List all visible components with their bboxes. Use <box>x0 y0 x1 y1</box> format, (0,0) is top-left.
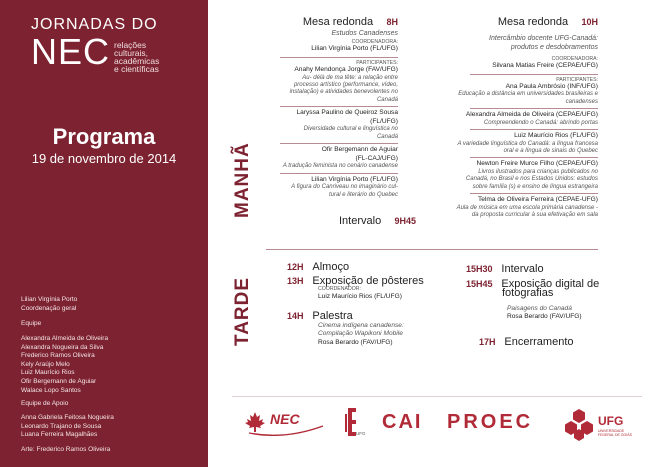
divider <box>470 193 598 194</box>
participant-name: Ana Paula Ambrósio (INF/UFG) <box>505 82 598 90</box>
jornadas-label: JORNADAS DO <box>31 16 158 33</box>
encerramento-label: Encerramento <box>504 336 574 348</box>
mesa-redonda-1 <box>250 12 398 199</box>
participant-topic: canadenses <box>565 98 598 105</box>
ufg-caption: FEDERAL DE GOIÁS <box>598 433 632 438</box>
mesa-2-subtitle: Intercâmbio docente UFG-Canadá: <box>489 35 598 42</box>
participant-name: (FL-CAJ/UFG) <box>355 154 398 162</box>
section-divider <box>266 249 598 250</box>
participant-topic: A figura do Canriveau no imaginário cul- <box>291 184 398 191</box>
participant-topic: Diversidade cultural e linguística no <box>303 126 398 133</box>
participant-topic: Au- délà de ma tête: a relação entre <box>302 74 398 81</box>
participant-topic: Canadá, no Brasil e nos Estados Unidos: estudos <box>465 176 598 183</box>
participant-topic: Canadá <box>376 96 398 103</box>
expo-digital-speaker: Rosa Berardo (FAV/UFG) <box>507 313 582 320</box>
expo-digital-label-2: fotografias <box>502 287 554 299</box>
coord-name: Lilian Virgínia Porto (FL/UFG) <box>311 45 398 53</box>
intervalo-2-label: Intervalo <box>501 263 544 275</box>
participant-name: Newton Freire Murce Filho (CEPAE/UFG) <box>476 160 598 168</box>
equipe-member: Alexandra Almeida de Oliveira <box>21 335 109 342</box>
coord-name: Luiz Maurício Rios (FL/UFG) <box>318 293 402 300</box>
mesa-1-title: Mesa redonda <box>302 16 374 28</box>
palestra-time: 14H <box>287 311 304 321</box>
expo-digital-label: Exposição digital de <box>501 278 600 290</box>
intervalo-1 <box>339 211 416 229</box>
expo-digital-sub: Paisagens do Canadá <box>507 305 572 312</box>
equipe-label: Equipe <box>21 320 42 327</box>
participant-topic: processo artístico (performance, vídeo, <box>293 82 398 88</box>
participant-topic: da proposta curricular à sua efetivação em sala <box>471 212 598 219</box>
palestra-label: Palestra <box>312 310 353 322</box>
ufg-small-text: UFG <box>356 431 366 436</box>
mesa-1-time: 8H <box>386 17 398 27</box>
participant-topic: Compreendendo o Canadá: abrindo portas <box>483 119 598 126</box>
intervalo-1-label: Intervalo <box>339 215 382 227</box>
mesa-redonda-2 <box>440 12 598 220</box>
ufg-logo-text: UFG <box>598 414 624 428</box>
programa-title: Programa <box>52 124 156 149</box>
nec-logo <box>245 408 327 436</box>
participant-topic: Livros ilustrados para crianças publicados no <box>478 169 598 175</box>
proec-logo: PROEC <box>447 411 534 433</box>
participant-name: Alexandra Almeida de Oliveira (CEPAE/UFG) <box>465 111 598 118</box>
mesa-2-subtitle: produtos e desdobramentos <box>510 44 598 51</box>
equipe-member: Frederico Ramos Oliveira <box>21 352 95 360</box>
participant-name: Anahy Mendonça Jorge (FAV/UFG) <box>294 66 398 73</box>
participants-label: PARTICIPANTES: <box>556 76 598 83</box>
equipe-member: Walace Lopo Santos <box>21 386 81 394</box>
coord-label: COORDENADORA: <box>351 39 398 46</box>
coord-label: COORDENADORA: <box>551 56 598 62</box>
palestra-topic: Cinema indígena canadense: <box>318 322 404 329</box>
nec-logo-text: NEC <box>270 411 300 427</box>
participant-topic: A tradução feminista no cenário canadense <box>282 163 398 170</box>
participant-name: Ofir Bergemann de Aguiar <box>321 146 398 154</box>
participant-topic: Educação a distância em universidades brasileiras e <box>458 91 598 98</box>
divider <box>280 173 398 174</box>
participant-name: Luiz Maurício Rios (FL/UFG) <box>514 132 598 139</box>
arte-credit: Arte: Frederico Ramos Oliveira <box>21 446 111 453</box>
palestra-topic: Compilação Wapikoni Mobile <box>318 330 403 337</box>
equipe-member: Ofir Bergemann de Aguiar <box>21 378 97 385</box>
participant-topic: A variedade linguística do Canadá: a língua francesa <box>457 140 598 147</box>
credit-line: Lilian Virgínia Porto <box>21 296 78 303</box>
participant-topic: sobre família (s) e ensino de língua estrangeira <box>472 183 598 190</box>
almoco-label: Almoço <box>312 261 350 273</box>
divider <box>470 129 598 130</box>
encerramento-time: 17H <box>479 337 496 347</box>
ufg-caption: UNIVERSIDADE <box>598 429 625 433</box>
divider <box>280 106 398 107</box>
participant-topic: instalação) e atividades benevolentes no <box>289 89 398 96</box>
logo-divider <box>232 396 642 397</box>
apoio-member: Anna Gabriela Feitosa Nogueira <box>21 414 114 421</box>
mesa-1-subtitle: Estudos Canadenses <box>331 30 398 37</box>
participant-name: Lilian Virgínia Porto (FL/UFG) <box>311 175 398 183</box>
apoio-label: Equipe de Apoio <box>21 400 69 407</box>
cai-logo: CAI <box>382 411 423 433</box>
apoio-member: Luana Ferreira Magalhães <box>21 431 98 439</box>
participant-topic: oral e a língua de sinais do Quebec <box>503 148 598 154</box>
apoio-member: Leonardo Trajano de Sousa <box>21 422 102 430</box>
equipe-member: Kely Araújo Melo <box>21 360 70 368</box>
credit-line: Coordenação geral <box>21 305 77 312</box>
participant-name: (FL/UFG) <box>370 117 398 125</box>
almoco-time: 12H <box>287 262 304 272</box>
equipe-member: Alexandra Nogueira da Silva <box>21 343 104 351</box>
left-panel <box>0 0 208 467</box>
divider <box>470 157 598 158</box>
ufg-logo <box>562 408 644 442</box>
participant-name: Laryssa Paulino de Queiroz Sousa <box>296 109 398 117</box>
divider <box>470 108 598 109</box>
expo-label: Exposição de pôsteres <box>312 275 424 287</box>
participant-topic: tural e literário do Quebec <box>328 191 398 198</box>
mesa-2-title: Mesa redonda <box>497 16 569 28</box>
participant-topic: Canadá <box>376 133 398 140</box>
intervalo-1-time: 9H45 <box>394 216 417 226</box>
divider <box>280 57 398 58</box>
equipe-member: Luiz Maurício Rios <box>21 369 75 377</box>
manha-label: MANHÃ <box>232 142 253 218</box>
programa-date: 19 de novembro de 2014 <box>31 151 177 166</box>
divider <box>470 74 598 75</box>
participant-name: Telma de Oliveira Ferreira (CEPAE-UFG) <box>477 196 598 204</box>
encerramento-row <box>479 332 574 350</box>
nec-title: NEC <box>31 31 111 72</box>
participants-label: PARTICIPANTES: <box>356 60 398 66</box>
expo-time: 13H <box>287 276 304 286</box>
subtitle-line: e científicas <box>114 64 159 74</box>
coord-label: COORDENADOR: <box>318 286 361 292</box>
ufg-small-logo <box>342 406 366 440</box>
divider <box>280 143 398 144</box>
subtitle-line: culturais, <box>114 48 149 58</box>
mesa-2-time: 10H <box>581 17 598 27</box>
subtitle-line: relações <box>114 40 147 50</box>
palestra-speaker: Rosa Berardo (FAV/UFG) <box>318 339 393 346</box>
hexagon-cluster-icon <box>562 408 596 442</box>
coord-name: Silvana Matias Freire (CEPAE/UFG) <box>492 62 598 69</box>
expo-digital-time: 15H45 <box>466 279 493 289</box>
participant-topic: Aula de música em uma escola primária canadense - <box>456 204 598 211</box>
tarde-label: TARDE <box>232 276 253 346</box>
intervalo-2-time: 15H30 <box>466 264 493 274</box>
subtitle-line: acadêmicas <box>114 56 160 66</box>
